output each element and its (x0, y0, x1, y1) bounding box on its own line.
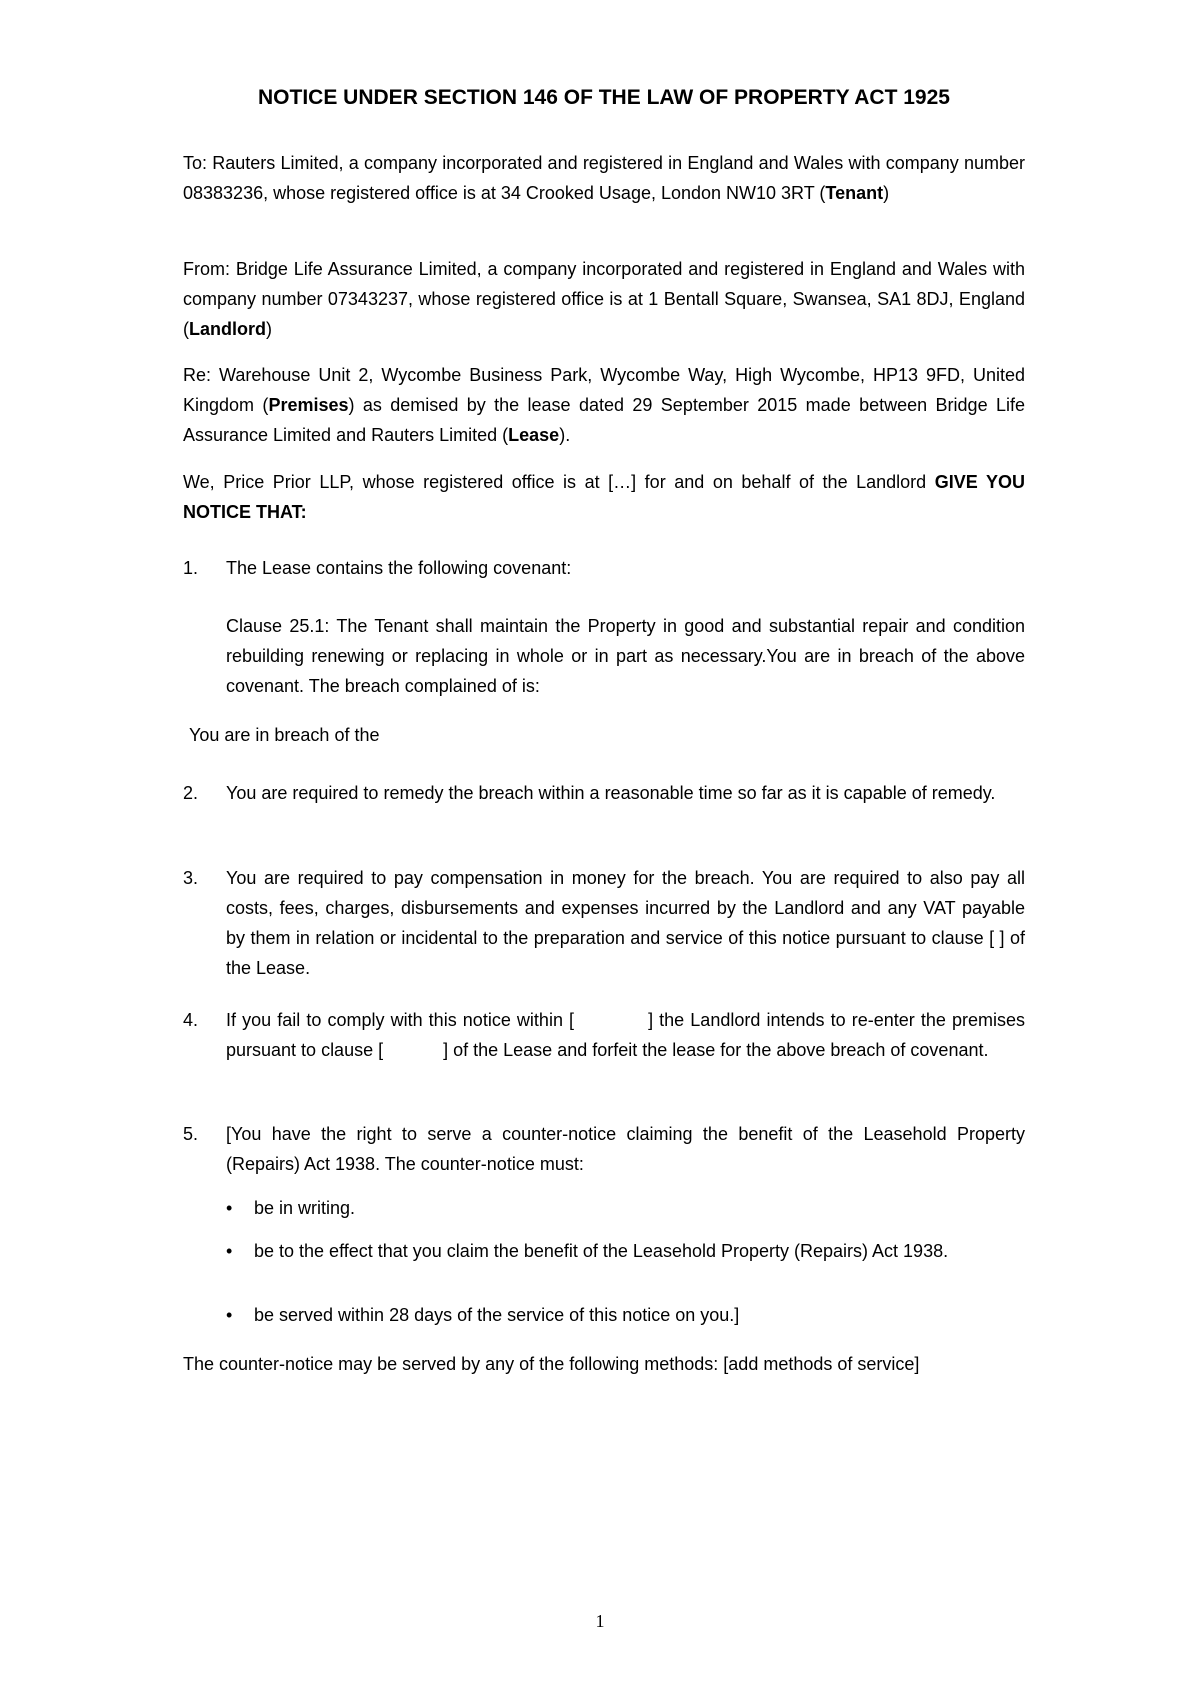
from-text: From: Bridge Life Assurance Limited, a company incorporated and registered in England and Wales with company number 07343237, whose registered office is at 1 Bentall Square, Swansea, SA1 8DJ, England ( (183, 259, 1025, 339)
re-close: ). (559, 425, 571, 445)
bullet-icon: • (226, 1198, 233, 1218)
item-text: You are required to pay compensation in money for the breach. You are required to also pay all costs, fees, charges, disbursements and expenses incurred by the Landlord and any VAT payable by them in relation or incidental to the preparation and service of this notice pursuant to clause [ ] of the Lease. (226, 868, 1025, 978)
item-text: [You have the right to serve a counter-notice claiming the benefit of the Leasehold Property (Repairs) Act 1938. The counter-notice must: (226, 1124, 1025, 1174)
item-text (226, 1005, 1025, 1065)
item-4-text-a: If you fail to comply with this notice within [ (226, 1010, 575, 1030)
from-paragraph (183, 254, 1025, 344)
document-page (183, 0, 1025, 1698)
item-number: 3. (183, 868, 199, 888)
item-number: 1. (183, 558, 199, 578)
bullet-text: be served within 28 days of the service of this notice on you.] (254, 1305, 740, 1325)
item-text: You are required to remedy the breach within a reasonable time so far as it is capable of remedy. (226, 783, 996, 803)
to-text: To: Rauters Limited, a company incorporated and registered in England and Wales with company number 08383236, whose registered office is at 34 Crooked Usage, London NW10 3RT ( (183, 153, 1025, 203)
premises-defined-term: Premises (268, 395, 349, 415)
from-close: ) (266, 319, 272, 339)
notice-title: NOTICE UNDER SECTION 146 OF THE LAW OF PROPERTY ACT 1925 (258, 86, 950, 109)
we-text: We, Price Prior LLP, whose registered office is at […] for and on behalf of the Landlord (183, 472, 935, 492)
clause-text: Clause 25.1: The Tenant shall maintain the Property in good and substantial repair and condition rebuilding renewing or replacing in whole or in part as necessary.You are in breach of the above covenant. The breach complained of is: (226, 616, 1025, 696)
bullet-icon: • (226, 1241, 233, 1261)
to-paragraph (183, 148, 1025, 208)
to-close: ) (883, 183, 890, 203)
landlord-defined-term: Landlord (189, 319, 266, 339)
counter-notice-paragraph: The counter-notice may be served by any of the following methods: [add methods of service] (183, 1354, 920, 1374)
bullet-text: be in writing. (254, 1198, 356, 1218)
item-4-text-c: ] of the Lease and forfeit the lease for the above breach of covenant. (443, 1040, 989, 1060)
breach-text: You are in breach of the (189, 725, 380, 745)
item-number: 5. (183, 1124, 199, 1144)
we-paragraph (183, 467, 1025, 527)
tenant-defined-term: Tenant (825, 183, 884, 203)
bullet-icon: • (226, 1305, 233, 1325)
lease-defined-term: Lease (508, 425, 560, 445)
give-notice-heading: GIVE YOU NOTICE THAT: (183, 472, 1025, 522)
item-number: 2. (183, 783, 199, 803)
re-text-1: Re: Warehouse Unit 2, Wycombe Business Park, Wycombe Way, High Wycombe, HP13 9FD, United Kingdom ( (183, 365, 1025, 415)
re-text-2: ) as demised by the lease dated 29 September 2015 made between Bridge Life Assurance Limited and Rauters Limited ( (183, 395, 1025, 445)
item-4-text-b: ] the Landlord intends to re-enter the premises pursuant to clause [ (226, 1010, 1025, 1060)
item-number: 4. (183, 1010, 199, 1030)
item-text: The Lease contains the following covenant: (226, 558, 572, 578)
re-paragraph (183, 360, 1025, 450)
page-number: 1 (595, 1611, 605, 1631)
bullet-text: be to the effect that you claim the benefit of the Leasehold Property (Repairs) Act 1938. (254, 1241, 949, 1261)
